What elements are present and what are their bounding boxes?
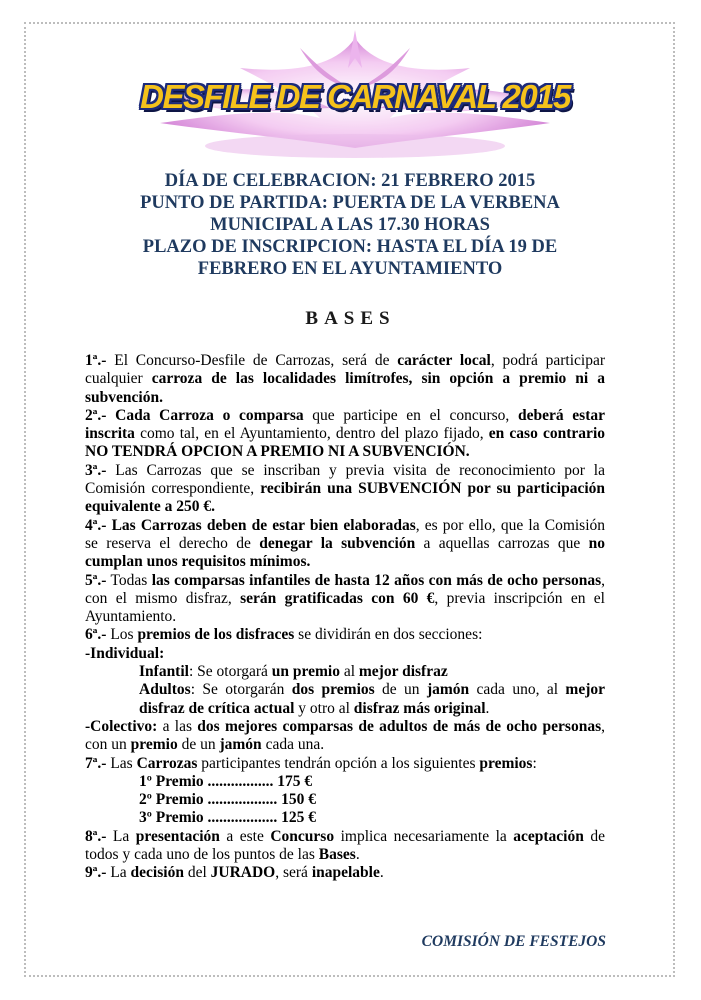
rule-8: 8ª.- La presentación a este Concurso implica necesariamente la aceptación de todos y cada uno de los puntos de las Bases. [85,827,605,864]
carnival-banner [120,28,590,168]
rule-1: 1ª.- El Concurso-Desfile de Carrozas, será de carácter local, podrá participar cualquier carroza de las localidades limítrofes, sin opción a premio ni a subvención. [85,352,605,406]
signature: COMISIÓN DE FESTEJOS [421,933,606,950]
event-start-line1: PUNTO DE PARTIDA: PUERTA DE LA VERBENA [140,193,560,213]
event-start-line2: MUNICIPAL A LAS 17.30 HORAS [210,215,490,235]
bases-heading: BASES [305,308,396,329]
prize-3: 3º Premio .................. 125 € [139,809,317,827]
event-info [80,170,620,280]
rule-5: 5ª.- Todas las comparsas infantiles de hasta 12 años con más de ocho personas, con el mismo disfraz, serán gratificadas con 60 €, previa inscripción en el Ayuntamiento. [85,571,605,626]
rule-6: 6ª.- Los premios de los disfraces se dividirán en dos secciones: [85,626,483,644]
rule-9: 9ª.- La decisión del JURADO, será inapelable. [85,864,384,882]
prize-1: 1º Premio ................. 175 € [139,772,313,790]
rule-6-infantil: Infantil: Se otorgará un premio al mejor disfraz [139,663,448,681]
event-registration-line2: FEBRERO EN EL AYUNTAMIENTO [197,259,503,279]
rule-3: 3ª.- Las Carrozas que se inscriban y previa visita de reconocimiento por la Comisión correspondiente, recibirán una SUBVENCIÓN por su participación equivalente a 250 €. [85,461,606,516]
rule-6-individual: -Individual: [85,644,165,662]
rule-6-colectivo: -Colectivo: a las dos mejores comparsas de adultos de más de ocho personas, con un premio de un jamón cada una. [85,717,605,754]
banner-title: DESFILE DE CARNAVAL 2015 [140,78,570,115]
event-date: DÍA DE CELEBRACION: 21 FEBRERO 2015 [164,171,536,191]
prize-2: 2º Premio .................. 150 € [139,791,317,809]
rule-6-adultos: Adultos: Se otorgarán dos premios de un jamón cada uno, al mejor disfraz de crítica actual y otro al disfraz más original. [139,681,605,717]
rule-2: 2ª.- Cada Carroza o comparsa que participe en el concurso, deberá estar inscrita como tal, en el Ayuntamiento, dentro del plazo fijado, en caso contrario NO TENDRÁ OPCION A PREMIO NI A SUBVENCIÓN. [85,406,605,461]
rule-4: 4ª.- Las Carrozas deben de estar bien elaboradas, es por ello, que la Comisión se reserva el derecho de denegar la subvención a aquellas carrozas que no cumplan unos requisitos mínimos. [85,516,606,571]
rule-7: 7ª.- Las Carrozas participantes tendrán opción a los siguientes premios: [85,754,537,772]
rules-list [85,352,605,883]
event-registration-line1: PLAZO DE INSCRIPCION: HASTA EL DÍA 19 DE [142,237,558,257]
